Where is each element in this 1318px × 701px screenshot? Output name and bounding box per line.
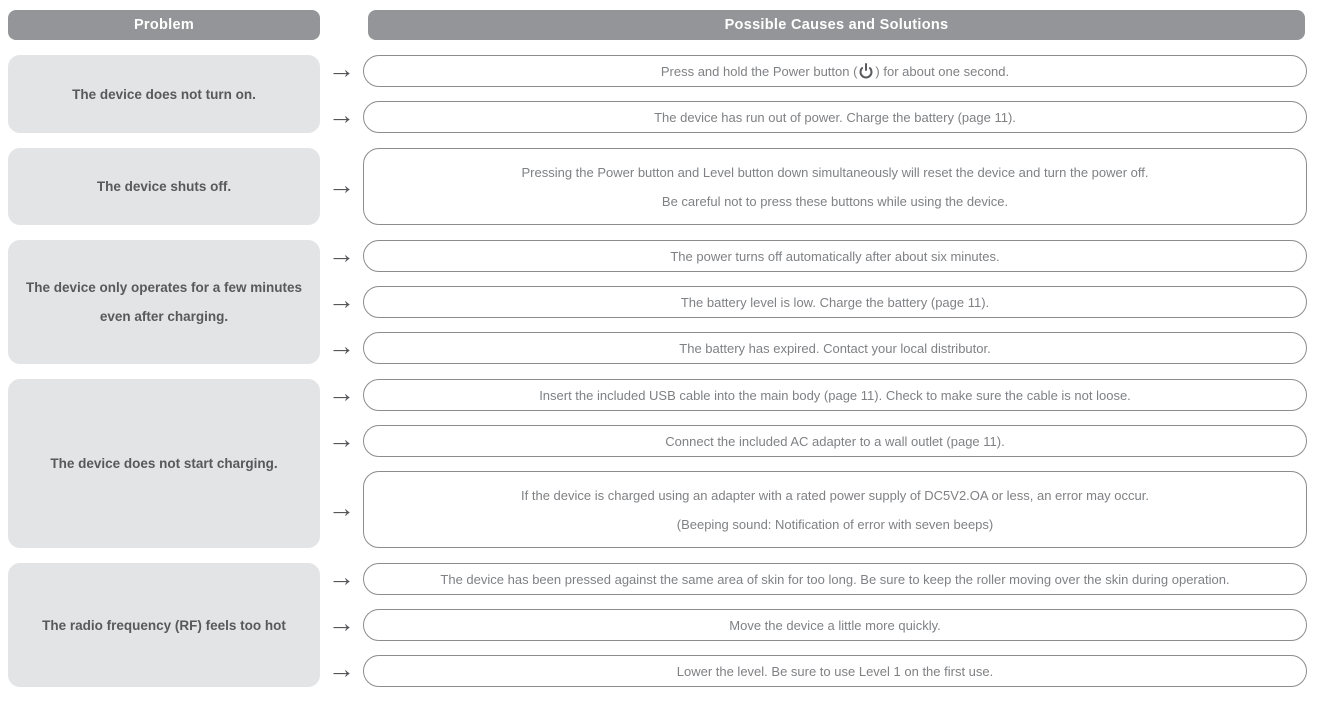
solution-box — [363, 286, 1307, 318]
arrow-right-icon: → — [328, 239, 355, 269]
solution-text-line — [661, 63, 1009, 79]
solution-box — [363, 425, 1307, 457]
problem-text: The device only operates for a few minutes — [25, 280, 303, 295]
section-rf-too-hot — [8, 563, 1307, 687]
solutions-column — [320, 563, 1307, 687]
solution-row — [320, 655, 1307, 687]
problem-text: The device does not start charging. — [50, 456, 278, 471]
section-not-start-charging — [8, 379, 1307, 548]
problem-box — [8, 148, 320, 225]
solution-box — [363, 655, 1307, 687]
solution-text-after-icon: ) for about one second. — [875, 64, 1010, 79]
solution-text-line: If the device is charged using an adapter with a rated power supply of DC5V2.OA or less, an error may occur. — [521, 487, 1149, 503]
solution-row — [320, 563, 1307, 595]
arrow-right-icon: → — [328, 562, 355, 592]
problem-text: The device shuts off. — [96, 179, 232, 194]
solution-text-line: Pressing the Power button and Level button down simultaneously will reset the device and turn the power off. — [521, 164, 1149, 180]
solution-box — [363, 379, 1307, 411]
solution-text-line: Lower the level. Be sure to use Level 1 on the first use. — [676, 663, 994, 679]
solution-box — [363, 148, 1307, 225]
solutions-column — [320, 240, 1307, 364]
arrow-right-icon: → — [328, 100, 355, 130]
solution-row — [320, 379, 1307, 411]
solutions-column — [320, 379, 1307, 548]
arrow-right-icon: → — [328, 285, 355, 315]
solution-text-line: The battery has expired. Contact your local distributor. — [679, 340, 991, 356]
solution-text-line: Connect the included AC adapter to a wall outlet (page 11). — [665, 433, 1005, 449]
solution-text-line: The device has been pressed against the same area of skin for too long. Be sure to keep the roller moving over the skin during operation. — [440, 571, 1230, 587]
solution-row — [320, 286, 1307, 318]
arrow-right-icon: → — [328, 608, 355, 638]
solutions-column — [320, 55, 1307, 133]
solution-text-line: The device has run out of power. Charge the battery (page 11). — [654, 109, 1016, 125]
table-header-row — [8, 10, 1307, 40]
solution-row — [320, 609, 1307, 641]
problem-text: even after charging. — [99, 309, 229, 324]
arrow-right-icon: → — [328, 331, 355, 361]
arrow-right-icon: → — [328, 54, 355, 84]
section-operates-few-minutes — [8, 240, 1307, 364]
solution-row — [320, 101, 1307, 133]
solution-box — [363, 240, 1307, 272]
solution-row — [320, 240, 1307, 272]
solution-row — [320, 148, 1307, 225]
solution-box — [363, 55, 1307, 87]
solution-row — [320, 332, 1307, 364]
arrow-right-icon: → — [328, 169, 355, 200]
problem-box — [8, 240, 320, 364]
solution-row — [320, 55, 1307, 87]
header-gap — [320, 10, 368, 40]
solution-text-line: Insert the included USB cable into the main body (page 11). Check to make sure the cable is not loose. — [539, 387, 1131, 403]
solution-text-line: The battery level is low. Charge the battery (page 11). — [680, 294, 990, 310]
solution-text-line: (Beeping sound: Notification of error with seven beeps) — [676, 516, 994, 532]
problem-column-header: Problem — [8, 10, 320, 40]
solution-row — [320, 425, 1307, 457]
arrow-right-icon: → — [328, 424, 355, 454]
solution-row — [320, 471, 1307, 548]
solution-text-line: The power turns off automatically after about six minutes. — [670, 248, 1000, 264]
problem-box — [8, 55, 320, 133]
arrow-right-icon: → — [328, 378, 355, 408]
solutions-column — [320, 148, 1307, 225]
problem-text: The device does not turn on. — [72, 86, 256, 102]
solution-box — [363, 101, 1307, 133]
power-icon — [858, 63, 874, 79]
solution-text-before-icon: Press and hold the Power button ( — [660, 64, 858, 79]
section-device-shuts-off — [8, 148, 1307, 225]
solution-text-line: Move the device a little more quickly. — [729, 617, 941, 633]
arrow-right-icon: → — [328, 492, 355, 523]
solution-box — [363, 609, 1307, 641]
solution-box — [363, 332, 1307, 364]
solution-box — [363, 563, 1307, 595]
arrow-right-icon: → — [328, 654, 355, 684]
problem-box — [8, 379, 320, 548]
problem-text: The radio frequency (RF) feels too hot — [42, 617, 286, 633]
solution-text-line: Be careful not to press these buttons while using the device. — [661, 193, 1009, 209]
solution-box — [363, 471, 1307, 548]
section-device-not-turn-on — [8, 55, 1307, 133]
solutions-column-header: Possible Causes and Solutions — [368, 10, 1305, 40]
problem-box — [8, 563, 320, 687]
